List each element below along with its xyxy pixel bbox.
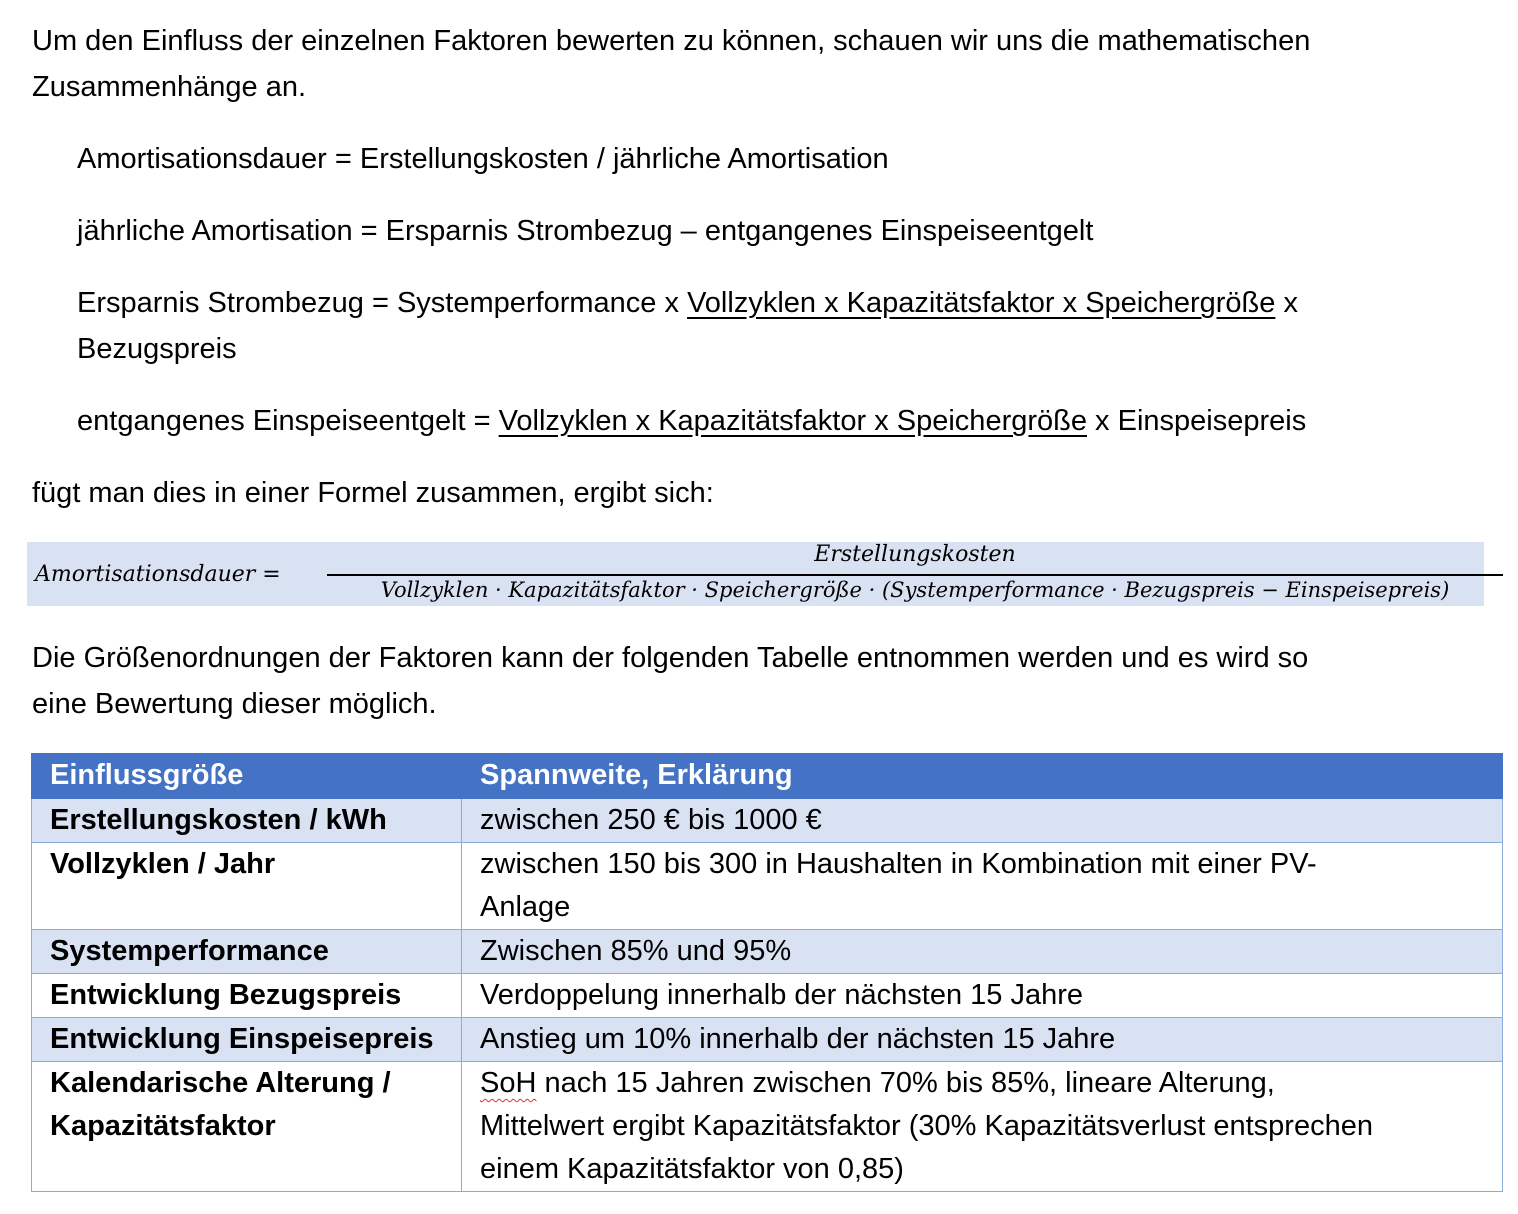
intro-line-2: Zusammenhänge an. — [32, 71, 307, 103]
range-text: nach 15 Jahren zwischen 70% bis 85%, lineare Alterung, — [536, 1067, 1275, 1099]
table-intro-line-2: eine Bewertung dieser möglich. — [32, 688, 437, 720]
range-text: Mittelwert ergibt Kapazitätsfaktor (30% Kapazitätsverlust entsprechen — [480, 1110, 1373, 1142]
factor-cell: Entwicklung Bezugspreis — [32, 974, 462, 1018]
table-intro-paragraph — [32, 635, 1482, 727]
equation-denominator: Vollzyklen · Kapazitätsfaktor · Speichergröße · (Systemperformance · Bezugspreis − Einspeisepreis) — [380, 578, 1450, 602]
table-row — [32, 843, 1503, 930]
factor-text: Kapazitätsfaktor — [50, 1110, 276, 1142]
range-cell — [462, 843, 1503, 930]
factor-cell: Systemperformance — [32, 930, 462, 974]
fraction-bar — [327, 574, 1503, 576]
table-header-row — [32, 754, 1503, 799]
formula-text: Ersparnis Strombezug = Systemperformance x — [77, 287, 688, 319]
factor-cell — [32, 1062, 462, 1192]
table-row — [32, 798, 1503, 843]
formula-amortisationsdauer: Amortisationsdauer = Erstellungskosten / jährliche Amortisation — [77, 143, 889, 175]
table-row — [32, 1018, 1503, 1062]
intro-paragraph — [32, 18, 1482, 110]
equation-box — [27, 542, 1484, 606]
range-cell: Verdoppelung innerhalb der nächsten 15 Jahre — [462, 974, 1503, 1018]
factor-cell: Entwicklung Einspeisepreis — [32, 1018, 462, 1062]
equation-numerator: Erstellungskosten — [814, 542, 1016, 567]
table-row — [32, 974, 1503, 1018]
factor-cell: Vollzyklen / Jahr — [32, 843, 462, 930]
formula-entgangenes-einspeiseentgelt — [77, 398, 1487, 444]
underlined-term: Vollzyklen x Kapazitätsfaktor x Speichergröße — [687, 287, 1276, 319]
range-cell — [462, 1062, 1503, 1192]
range-text: Anlage — [480, 891, 571, 923]
spellcheck-word: SoH — [480, 1067, 537, 1099]
range-cell: Anstieg um 10% innerhalb der nächsten 15 Jahre — [462, 1018, 1503, 1062]
intro-line-1: Um den Einfluss der einzelnen Faktoren bewerten zu können, schauen wir uns die mathematischen — [32, 25, 1311, 57]
range-cell: zwischen 250 € bis 1000 € — [462, 798, 1503, 843]
range-text: zwischen 150 bis 300 in Haushalten in Kombination mit einer PV- — [480, 848, 1317, 880]
formula-jaehrliche-amortisation: jährliche Amortisation = Ersparnis Strombezug – entgangenes Einspeiseentgelt — [77, 215, 1094, 247]
formula-text: entgangenes Einspeiseentgelt = — [77, 405, 499, 437]
underlined-term: Vollzyklen x Kapazitätsfaktor x Speichergröße — [498, 405, 1087, 437]
header-einflussgroesse: Einflussgröße — [32, 754, 462, 799]
factor-cell: Erstellungskosten / kWh — [32, 798, 462, 843]
table-intro-line-1: Die Größenordnungen der Faktoren kann der folgenden Tabelle entnommen werden und es wird so — [32, 642, 1309, 674]
equation-lhs: Amortisationsdauer = — [35, 562, 281, 587]
formula-text: x Einspeisepreis — [1086, 405, 1307, 437]
range-text: einem Kapazitätsfaktor von 0,85) — [480, 1153, 904, 1185]
factors-table — [31, 753, 1503, 1192]
header-spannweite: Spannweite, Erklärung — [462, 754, 1503, 799]
table-row — [32, 930, 1503, 974]
combine-text: fügt man dies in einer Formel zusammen, ergibt sich: — [32, 477, 714, 509]
formula-text: x — [1275, 287, 1298, 319]
range-cell: Zwischen 85% und 95% — [462, 930, 1503, 974]
table-row — [32, 1062, 1503, 1192]
formula-ersparnis-strombezug — [77, 280, 1487, 372]
factor-text: Kalendarische Alterung / — [50, 1067, 391, 1099]
formula-text: Bezugspreis — [77, 333, 237, 365]
